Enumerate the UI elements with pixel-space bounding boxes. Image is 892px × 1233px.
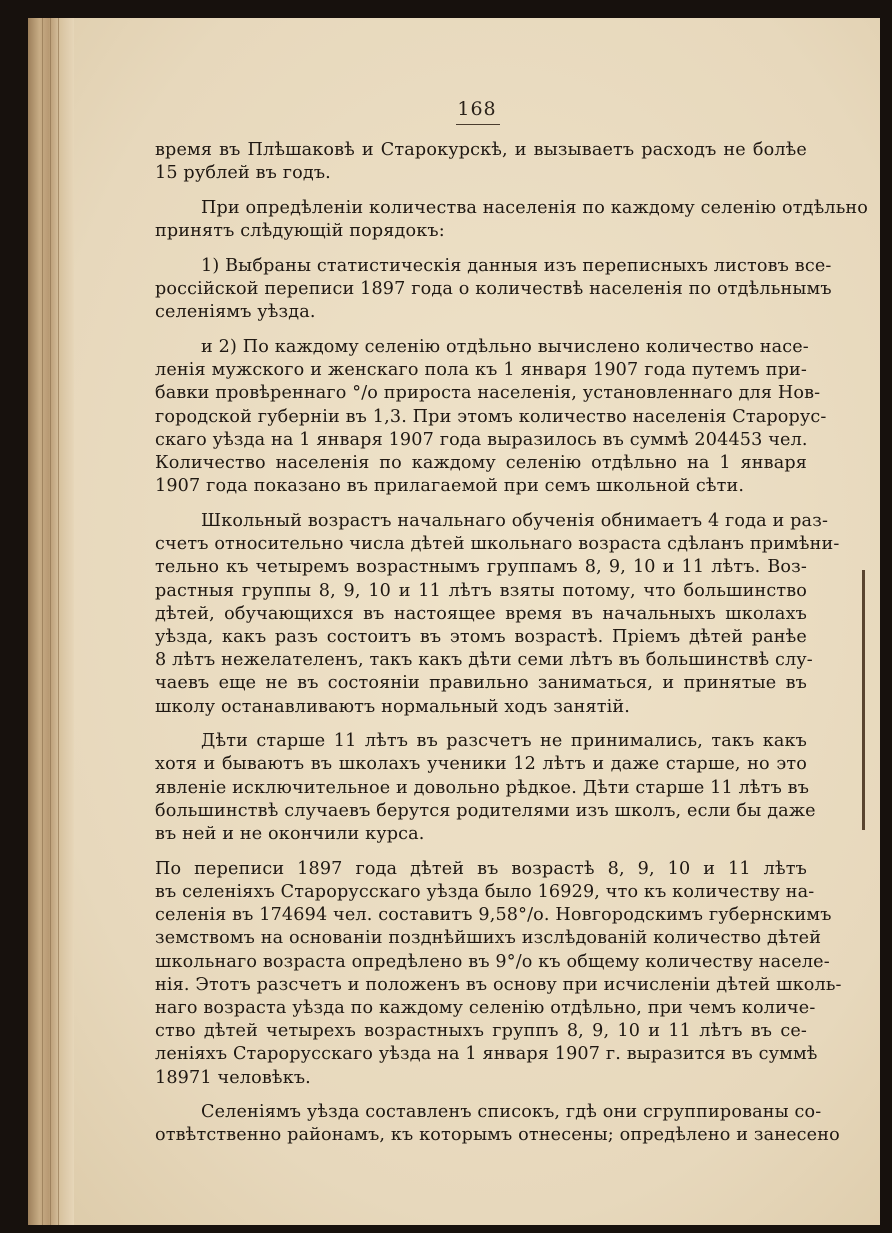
text-line: россійской переписи 1897 года о количествѣ населенія по отдѣльнымъ xyxy=(155,279,832,300)
text-line: хотя и бываютъ въ школахъ ученики 12 лѣтъ и даже старше, но это xyxy=(155,754,807,775)
page-edge-line xyxy=(58,18,59,1225)
text-line: и 2) По каждому селенію отдѣльно вычислено количество насе- xyxy=(201,337,809,358)
text-line: 18971 человѣкъ. xyxy=(155,1067,311,1088)
text-line: скаго уѣзда на 1 января 1907 года выразилось въ суммѣ 204453 чел. xyxy=(155,429,808,450)
text-line: 1907 года показано въ прилагаемой при семъ школьной сѣти. xyxy=(155,476,745,497)
text-line: 1) Выбраны статистическія данныя изъ переписныхъ листовъ все- xyxy=(201,255,832,276)
text-line: уѣзда, какъ разъ состоитъ въ этомъ возрастѣ. Пріемъ дѣтей ранѣе xyxy=(155,626,807,647)
text-line: дѣтей, обучающихся въ настоящее время въ начальныхъ школахъ xyxy=(155,603,807,624)
page-edge-line xyxy=(42,18,43,1225)
text-line: въ селеніяхъ Старорусскаго уѣзда было 16929, что къ количеству на- xyxy=(155,882,815,902)
text-line: При опредѣленіи количества населенія по каждому селенію отдѣльно xyxy=(201,197,869,218)
paragraph-gap xyxy=(155,498,807,510)
paragraph xyxy=(155,336,827,498)
text-line: Количество населенія по каждому селенію отдѣльно на 1 января xyxy=(155,453,807,474)
paragraph-gap xyxy=(155,1090,807,1102)
paragraph-gap xyxy=(155,325,807,337)
paragraph xyxy=(155,1101,840,1147)
body-text xyxy=(155,139,869,1148)
text-line: школу останавливаютъ нормальный ходъ занятій. xyxy=(155,696,631,717)
text-line: тельно къ четыремъ возрастнымъ группамъ 8, 9, 10 и 11 лѣтъ. Воз- xyxy=(155,557,807,578)
page-number-rule xyxy=(456,124,500,125)
paragraph xyxy=(155,510,840,719)
text-line: въ ней и не окончили курса. xyxy=(155,824,425,845)
paragraph-gap xyxy=(155,243,807,255)
paragraph xyxy=(155,255,832,325)
text-line: бавки провѣреннаго °/о прироста населенія, установленнаго для Нов- xyxy=(155,383,821,404)
text-line: отвѣтственно районамъ, къ которымъ отнесены; опредѣлено и занесено xyxy=(155,1125,840,1146)
text-line: растныя группы 8, 9, 10 и 11 лѣтъ взяты потому, что большинство xyxy=(155,580,807,601)
text-line: городской губерніи въ 1,3. При этомъ количество населенія Старорус- xyxy=(155,406,827,427)
text-line: 8 лѣтъ нежелателенъ, такъ какъ дѣти семи лѣтъ въ большинствѣ слу- xyxy=(155,650,813,671)
text-line: Селеніямъ уѣзда составленъ списокъ, гдѣ они сгруппированы со- xyxy=(201,1102,822,1123)
text-line: ство дѣтей четырехъ возрастныхъ группъ 8, 9, 10 и 11 лѣтъ въ се- xyxy=(155,1021,807,1042)
text-line: селенія въ 174694 чел. составитъ 9,58°/о. Новгородскимъ губернскимъ xyxy=(155,905,832,926)
text-line: леніяхъ Старорусскаго уѣзда на 1 января 1907 г. выразится въ суммѣ xyxy=(155,1044,818,1065)
paragraph-gap xyxy=(155,719,807,731)
text-line: школьнаго возраста опредѣлено въ 9°/о къ общему количеству населе- xyxy=(155,951,830,972)
text-line: ленія мужского и женскаго пола къ 1 января 1907 года путемъ при- xyxy=(155,360,807,381)
text-line: наго возраста уѣзда по каждому селенію отдѣльно, при чемъ количе- xyxy=(155,997,816,1018)
paragraph-gap xyxy=(155,185,807,197)
paragraph xyxy=(155,197,869,243)
page-number: 168 xyxy=(457,98,497,120)
text-line: чаевъ еще не въ состояніи правильно заниматься, и принятые въ xyxy=(155,673,807,694)
text-line: нія. Этотъ разсчетъ и положенъ въ основу при исчисленіи дѣтей школь- xyxy=(155,974,842,995)
paragraph-gap xyxy=(155,846,807,858)
text-line: Школьный возрастъ начальнаго обученія обнимаетъ 4 года и раз- xyxy=(201,511,829,531)
text-line: счетъ относительно числа дѣтей школьнаго возраста сдѣланъ примѣни- xyxy=(155,534,840,555)
book-binding-edge xyxy=(28,18,74,1225)
paragraph xyxy=(155,730,816,846)
page-edge-line xyxy=(50,18,51,1225)
text-line: время въ Плѣшаковѣ и Старокурскѣ, и вызываетъ расходъ не болѣе xyxy=(155,140,807,160)
text-line: По переписи 1897 года дѣтей въ возрастѣ 8, 9, 10 и 11 лѣтъ xyxy=(155,858,807,879)
text-line: явленіе исключительное и довольно рѣдкое. Дѣти старше 11 лѣтъ въ xyxy=(155,777,810,798)
text-line: 15 рублей въ годъ. xyxy=(155,163,331,184)
text-line: принятъ слѣдующій порядокъ: xyxy=(155,221,445,242)
paragraph xyxy=(155,858,842,1090)
text-line: Дѣти старше 11 лѣтъ въ разсчетъ не принимались, такъ какъ xyxy=(201,731,807,752)
text-line: земствомъ на основаніи позднѣйшихъ изслѣдованій количество дѣтей xyxy=(155,928,822,949)
text-line: большинствѣ случаевъ берутся родителями изъ школъ, если бы даже xyxy=(155,800,816,821)
page-edge-mark xyxy=(862,570,865,830)
paragraph xyxy=(155,139,807,185)
text-line: селеніямъ уѣзда. xyxy=(155,302,316,323)
